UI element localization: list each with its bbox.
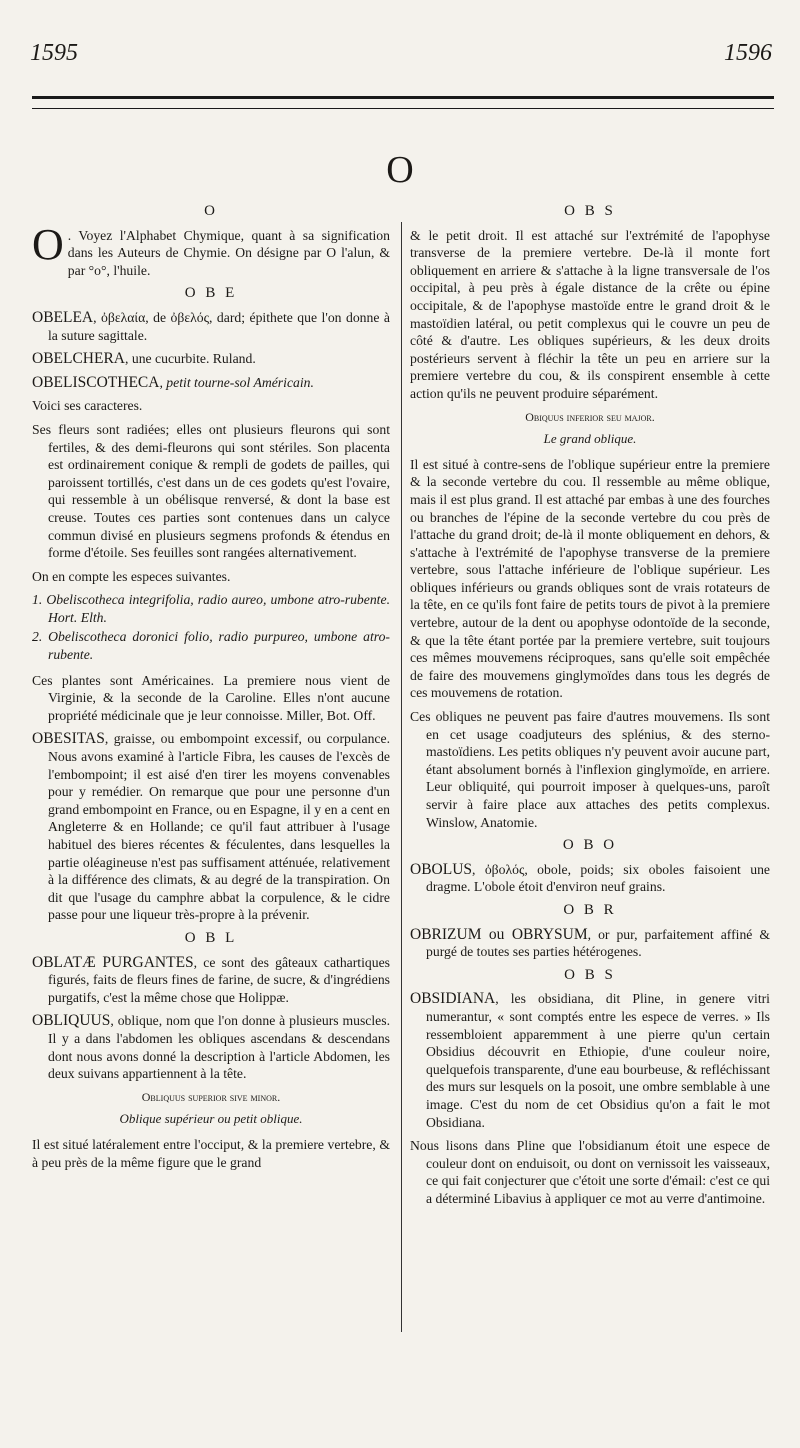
paragraph-fleurs: Ses fleurs sont radiées; elles ont plusieurs fleurons qui sont fertiles, & des demi-fleurons qui sont stériles. Son placenta est ordinairement conique & rempli de godets de pailles, qui paroissent tortillés, c'est dans un de ces godets qu'est l'ovaire, qui ressemble à un obélisque renversé, & dont la base est creuse. Toutes ces parties sont contenues dans un calyce commun divisé en plusieurs segmens profonds & étendus en forme d'étoile. Ses feuilles sont rangées alternativement. — [32, 421, 390, 561]
entry-obesitas — [32, 730, 390, 924]
headword: OBELEA — [32, 308, 94, 326]
entry-text: , oblique, nom que l'on donne à plusieurs muscles. Il y a dans l'abdomen les obliques ascendans & descendans dont nous avons donné la description à l'article Abdomen, les deux suivans appartiennent à la tête. — [48, 1013, 390, 1082]
entry-text: , ὀβελαία, de ὀβελός, dard; épithete que l'on donne à la suture sagittale. — [48, 309, 390, 343]
paragraph-plantes: Ces plantes sont Américaines. La premiere nous vient de Virginie, & la seconde de la Caroline. Elles n'ont aucune propriété médicinale que je leur connoisse. Miller, Bot. Off. — [32, 672, 390, 723]
section-header-obr: O B R — [563, 901, 617, 918]
headword: OBSIDIANA — [410, 990, 496, 1008]
headword: OBESITAS — [32, 730, 105, 748]
headword: OBOLUS — [410, 860, 473, 878]
paragraph-especes: On en compte les especes suivantes. — [32, 568, 231, 584]
subheading-superior-fr: Oblique supérieur ou petit oblique. — [119, 1111, 303, 1127]
section-header-obo: O B O — [562, 837, 618, 854]
entry-obrizum — [410, 926, 770, 961]
entry-obelchera — [32, 350, 390, 368]
entry-o — [32, 219, 390, 280]
subheading-inferior: Obiquus inferior seu major. — [525, 409, 655, 424]
section-letter: O — [386, 149, 414, 191]
subheading-superior: Obliquus superior sive minor. — [141, 1089, 281, 1104]
paragraph-nous-lisons: Nous lisons dans Pline que l'obsidianum étoit une espece de couleur dont on enduisoit, ou dont on vernissoit les vaisseaux, ce qui fait conjecturer que c'étoit une sorte d'émail: c'est ce qui a déterminé Libavius à appliquer ce mot au verre d'antimoine. — [410, 1138, 770, 1206]
entry-obelea — [32, 309, 390, 344]
paragraph-superior: Il est situé latéralement entre l'occiput, & la premiere vertebre, & à peu près de la même figure que le grand — [32, 1136, 390, 1170]
left-column — [32, 200, 390, 1177]
paragraph-ces-obliques: Ces obliques ne peuvent pas faire d'autres mouvemens. Ils sont en cet usage coadjuteurs des splénius, & des sterno-mastoïdiens. Les petits obliques n'y peuvent avoir aucune part, étant absolument bornés à l'inflexion ginglymoïde, en arriere. Leur obliquité, qui pourroit imposer à quelques-uns, paroît servir à faire place aux attaches des petits complexus. Winslow, Anatomie. — [410, 709, 770, 830]
entry-obeliscotheca — [32, 374, 390, 392]
page-number-right: 1596 — [724, 40, 772, 66]
entry-text: , petit tourne-sol Américain. — [159, 374, 314, 390]
entry-text: , ὀβολός, obole, poids; six oboles faisoient une dragme. L'obole étoit d'environ neuf grains. — [426, 861, 770, 895]
entry-obolus — [410, 861, 770, 896]
entry-obliquus — [32, 1012, 390, 1082]
header-rule-thin — [32, 108, 774, 109]
entry-text: , les obsidiana, dit Pline, in genere vitri numerantur, « sont comptés entre les espece de verres. » Ils ressembloient apparemment à une pierre qu'un certain Obsidius découvrit en Ethiopie, d'une couleur noire, quelquefois transparente, d'une eau bourbeuse, & refléchissant des murs sur lesquels on la posoit, une ombre semblable à une image. C'est du nom de cet Obsidius qu'on a fait le mot Obsidiana. — [426, 991, 770, 1130]
subheading-inferior-fr: Le grand oblique. — [543, 431, 637, 447]
page-number-left: 1595 — [30, 40, 78, 66]
headword: OBLATÆ PURGANTES — [32, 953, 194, 971]
column-divider — [401, 222, 402, 1332]
headword: OBELISCOTHECA — [32, 373, 160, 391]
entry-oblatae — [32, 954, 390, 1007]
section-header-obs: O B S — [564, 203, 616, 219]
entry-o-text: . Voyez l'Alphabet Chymique, quant à sa signification dans les Auteurs de Chymie. On désigne par O l'alun, & par °o°, l'huile. — [67, 227, 390, 278]
entry-text: , une cucurbite. Ruland. — [125, 351, 256, 367]
entry-text: , graisse, ou embompoint excessif, ou corpulance. Nous avons examiné à l'article Fibra, les causes de l'excès de l'embompoint; il est aisé d'en tirer les moyens convenables pour y remédier. On remarque que pour une personne d'un grand embompoint en France, ou en Espagne, il y en a cent en Angleterre & en Hollande; ce qu'il faut attribuer à l'usage habituel des bieres récentes & féculentes, dans lesquelles la partie oléagineuse n'est pas suffisament atténuée, relativement à la différence des climats, & au degré de la transpiration. On dit que l'usage du camphre abbat la corpulence, & le cidre passe pour une liqueur très-propre à la prévenir. — [48, 731, 390, 923]
header-rule — [32, 96, 774, 99]
species-item: 2. Obeliscotheca doronici folio, radio purpureo, umbone atro-rubente. — [32, 629, 390, 663]
headword: OBLIQUUS — [32, 1012, 111, 1030]
entry-text: , or pur, parfaitement affiné & purgé de toutes ses parties hétérogenes. — [426, 926, 770, 960]
section-header-obs-2: O B S — [564, 966, 616, 983]
entry-text: , ce sont des gâteaux cathartiques figurés, faits de fleurs fines de farine, de sucre, & d'ingrédiens purgatifs, c'est la même chose que Holippæ. — [48, 954, 390, 1005]
right-column — [410, 200, 770, 1213]
paragraph-continued: & le petit droit. Il est attaché sur l'extrémité de l'apophyse transverse de la premiere vertebre. De-là il monte fort obliquement en arriere & s'attache à la ligne transversale de l'os occipital, à peu près à égale distance de la crête ou épine occipitale, & de l'apophyse mastoïde entre le grand droit & le mastoïdien latéral, ou petit complexus qui le couvre un peu de côté & d'autre. Les obliques supérieurs, & les deux droits postérieurs servent à fléchir la tête un peu en arriere sur la premiere vertebre du cou, & ils conspirent ensemble à cette action qu'ils ne peuvent produire séparément. — [410, 227, 770, 401]
headword: OBELCHERA — [32, 350, 125, 368]
species-item: 1. Obeliscotheca integrifolia, radio aureo, umbone atro-rubente. Hort. Elth. — [32, 592, 390, 625]
section-header-obe: O B E — [184, 285, 238, 302]
entry-obsidiana — [410, 990, 770, 1131]
paragraph-inferior: Il est situé à contre-sens de l'oblique supérieur entre la premiere & la seconde vertebre du cou. Il ressemble au même oblique, mais il est plus grand. Il est attaché par embas à une des fourches ou branches de l'épine de la seconde vertebre du cou près de l'attache du grand droit; de-là il monte obliquement en dehors, & s'attache à l'extrémité de l'apophyse transverse de la premiere vertebre, sous l'attache inférieure de l'oblique supérieur. Les obliques inférieurs ou grands obliques sont de vrais rotateurs de la tête, en ce qu'ils font faire de petits tours de pivot à la premiere vertebre, autour de la dent ou apophyse odontoïde de la seconde, & que la tête étant portée par la premiere vertebre, suit toujours ces mêmes mouvemens réciproques, sans qu'elle soit empêchée de faire des mouvemens ginglymoïdes dans tous les degrés de ces mouvemens de rotation. — [410, 456, 770, 701]
drop-cap: O — [32, 219, 64, 269]
species-list — [32, 591, 390, 663]
headword: OBRIZUM ou OBRYSUM — [410, 925, 588, 943]
section-header-obl: O B L — [184, 929, 238, 946]
section-header-o: O — [204, 203, 218, 219]
paragraph-voici: Voici ses caracteres. — [32, 398, 143, 414]
